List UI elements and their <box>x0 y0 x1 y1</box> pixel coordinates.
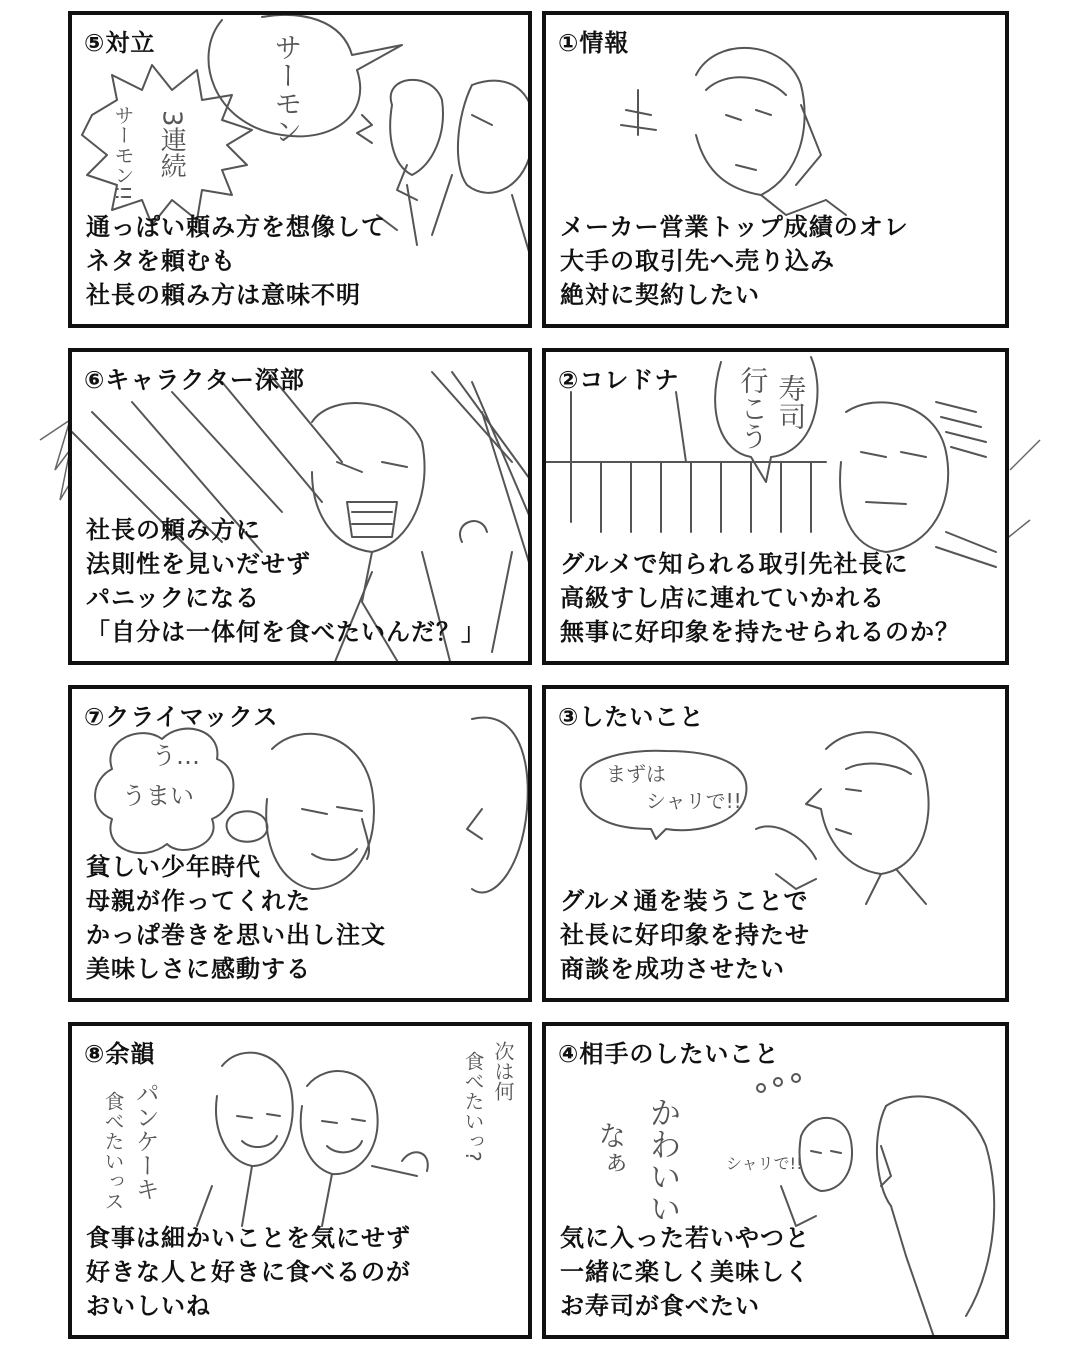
panel-7-caption <box>86 850 386 986</box>
caption-line: 商談を成功させたい <box>560 955 785 983</box>
panel-4-other-want <box>542 1022 1009 1339</box>
bubble-salmon: サーモン <box>270 33 304 145</box>
panel-3-caption <box>560 884 810 986</box>
panel-1-caption <box>560 210 909 312</box>
panel-title: ⑦クライマックス <box>84 703 279 731</box>
bubble-pancake: パンケーキ <box>131 1081 160 1201</box>
bubble-mazuwa: まずは <box>606 762 666 786</box>
caption-line: 社長の頼み方に <box>86 516 261 544</box>
panel-title: ⑥キャラクター深部 <box>84 366 305 394</box>
caption-line: お寿司が食べたい <box>560 1292 760 1320</box>
caption-line: 気に入った若いやつと <box>560 1224 810 1252</box>
caption-line: グルメ通を装うことで <box>560 887 809 915</box>
bubble-tsugi: 次は何 <box>491 1041 515 1101</box>
caption-line: 通っぽい頼み方を想像して <box>86 213 386 241</box>
caption-line: 高級すし店に連れていかれる <box>560 584 885 612</box>
panel-1-information <box>542 11 1009 328</box>
panel-title: ④相手のしたいこと <box>558 1040 780 1068</box>
caption-line: ネタを頼むも <box>86 247 236 275</box>
caption-line: 一緒に楽しく美味しく <box>560 1258 810 1286</box>
caption-line: メーカー営業トップ成績のオレ <box>560 213 909 241</box>
bubble-triple: 3連続 <box>156 110 187 179</box>
bubble-kawaii: かわいい <box>644 1096 683 1224</box>
panel-6-caption <box>86 513 486 649</box>
panel-4-caption <box>560 1221 810 1323</box>
panel-title: ②コレドナ <box>558 366 680 394</box>
panel-2-caption <box>560 547 960 649</box>
caption-line: 社長の頼み方は意味不明 <box>86 281 361 309</box>
panel-title: ⑤対立 <box>84 29 156 57</box>
caption-line: かっぱ巻きを思い出し注文 <box>86 921 386 949</box>
caption-line: 美味しさに感動する <box>86 955 311 983</box>
caption-line: グルメで知られる取引先社長に <box>560 550 909 578</box>
caption-line: 母親が作ってくれた <box>86 887 311 915</box>
panel-8-afterglow <box>68 1022 532 1339</box>
bubble-tsugi2: 食べたいっ? <box>461 1051 485 1162</box>
panel-8-caption <box>86 1221 411 1323</box>
caption-line: パニックになる <box>86 584 261 612</box>
caption-line: 好きな人と好きに食べるのが <box>86 1258 411 1286</box>
caption-line: 絶対に契約したい <box>560 281 760 309</box>
bubble-salmon-exclaim: サーモン!! <box>111 105 135 202</box>
caption-line: 社長に好印象を持たせ <box>560 921 810 949</box>
panel-3-want <box>542 685 1009 1002</box>
bubble-tabetai: 食べたいっス <box>101 1091 125 1211</box>
panel-5-caption <box>86 210 386 312</box>
panel-title: ①情報 <box>558 29 630 57</box>
panel-6-character-depth <box>68 348 532 665</box>
panel-title: ⑧余韻 <box>84 1040 156 1068</box>
caption-line: おいしいね <box>86 1292 211 1320</box>
caption-line: 「自分は一体何を食べたいんだ？」 <box>86 618 486 646</box>
caption-line: 無事に好印象を持たせられるのか？ <box>560 618 960 646</box>
bubble-sushi: 寿司 <box>774 374 808 430</box>
panel-7-climax <box>68 685 532 1002</box>
caption-line: 大手の取引先へ売り込み <box>560 247 835 275</box>
panel-5-conflict <box>68 11 532 328</box>
bubble-umai: うまい <box>122 782 194 810</box>
panel-title: ③したいこと <box>558 703 705 731</box>
bubble-ikou: 行こう <box>736 366 770 450</box>
caption-line: 法則性を見いだせず <box>86 550 311 578</box>
bubble-u: う… <box>152 742 200 770</box>
bubble-shari: シャリで!! <box>646 789 742 813</box>
caption-line: 貧しい少年時代 <box>86 853 261 881</box>
panel-2-core-question <box>542 348 1009 665</box>
caption-line: 食事は細かいことを気にせず <box>86 1224 411 1252</box>
bubble-shari-small: シャリで!! <box>726 1154 803 1173</box>
bubble-naa: なぁ <box>594 1121 628 1177</box>
